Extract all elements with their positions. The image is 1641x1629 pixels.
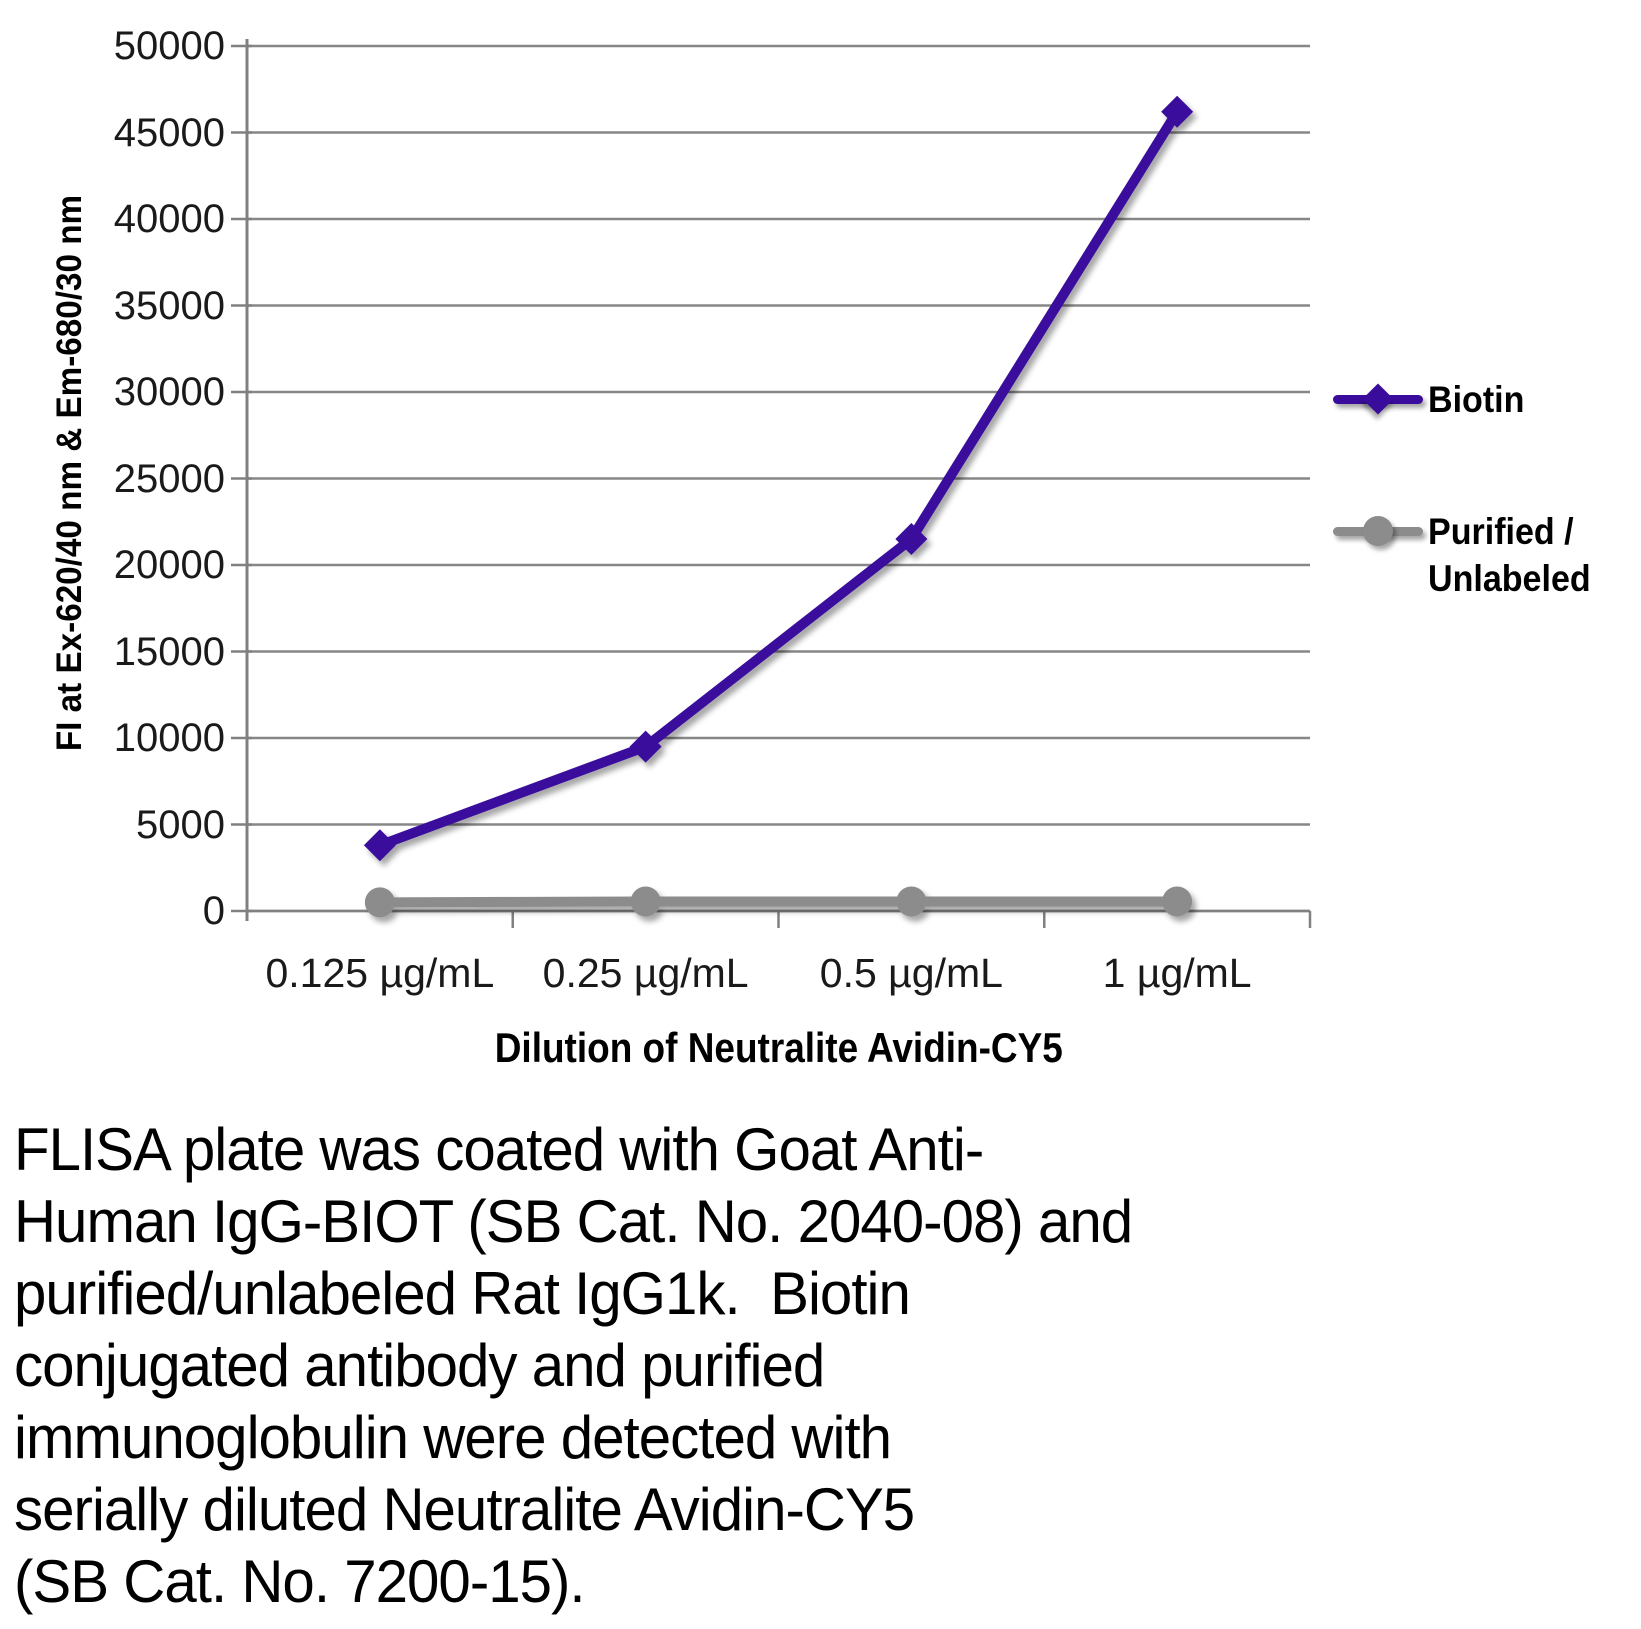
caption-line-5: immunoglobulin were detected with	[14, 1404, 892, 1471]
legend-label-purified-unlabeled	[1428, 508, 1605, 602]
y-tick-label-40000: 40000	[113, 197, 225, 241]
circle-marker	[1162, 886, 1192, 916]
caption-line-3: purified/unlabeled Rat IgG1k. Biotin	[14, 1260, 910, 1327]
caption-line-4: conjugated antibody and purified	[14, 1332, 825, 1399]
caption-line-7: (SB Cat. No. 7200-15).	[14, 1548, 585, 1615]
legend-label-line: Unlabeled	[1428, 557, 1591, 599]
legend-label-line: Biotin	[1428, 378, 1525, 420]
y-tick-label-50000: 50000	[113, 24, 225, 68]
caption-line-2: Human IgG-BIOT (SB Cat. No. 2040-08) and	[14, 1188, 1133, 1255]
circle-marker	[365, 887, 395, 917]
x-tick-label-2: 0.25 µg/mL	[542, 950, 749, 996]
y-tick-label-10000: 10000	[113, 716, 225, 760]
x-tick-label-1: 0.125 µg/mL	[265, 950, 495, 996]
legend-label-line: Purified /	[1428, 510, 1574, 552]
diamond-marker	[364, 829, 396, 861]
y-tick-label-35000: 35000	[113, 283, 225, 328]
y-tick-label-5000: 5000	[136, 802, 225, 847]
y-tick-label-30000: 30000	[113, 370, 225, 414]
series-line	[380, 901, 1177, 902]
y-tick-label-0: 0	[202, 889, 225, 933]
circle-marker	[631, 886, 661, 916]
x-axis-title	[247, 1024, 1310, 1072]
caption-line-6: serially diluted Neutralite Avidin-CY5	[14, 1476, 915, 1543]
circle-marker	[896, 886, 926, 916]
x-tick-label-4: 1 µg/mL	[1102, 950, 1252, 996]
y-axis-title: FI at Ex-620/40 nm & Em-680/30 nm	[50, 194, 89, 752]
y-tick-label-45000: 45000	[113, 110, 225, 155]
y-tick-label-20000: 20000	[113, 543, 225, 587]
legend-circle-icon	[1363, 516, 1393, 546]
legend-label-biotin	[1428, 376, 1533, 423]
y-tick-label-25000: 25000	[113, 456, 225, 501]
y-tick-label-15000: 15000	[113, 629, 225, 674]
caption-line-1: FLISA plate was coated with Goat Anti-	[14, 1116, 984, 1183]
x-tick-label-3: 0.5 µg/mL	[819, 950, 1003, 996]
x-axis-title-text: Dilution of Neutralite Avidin-CY5	[494, 1024, 1063, 1071]
